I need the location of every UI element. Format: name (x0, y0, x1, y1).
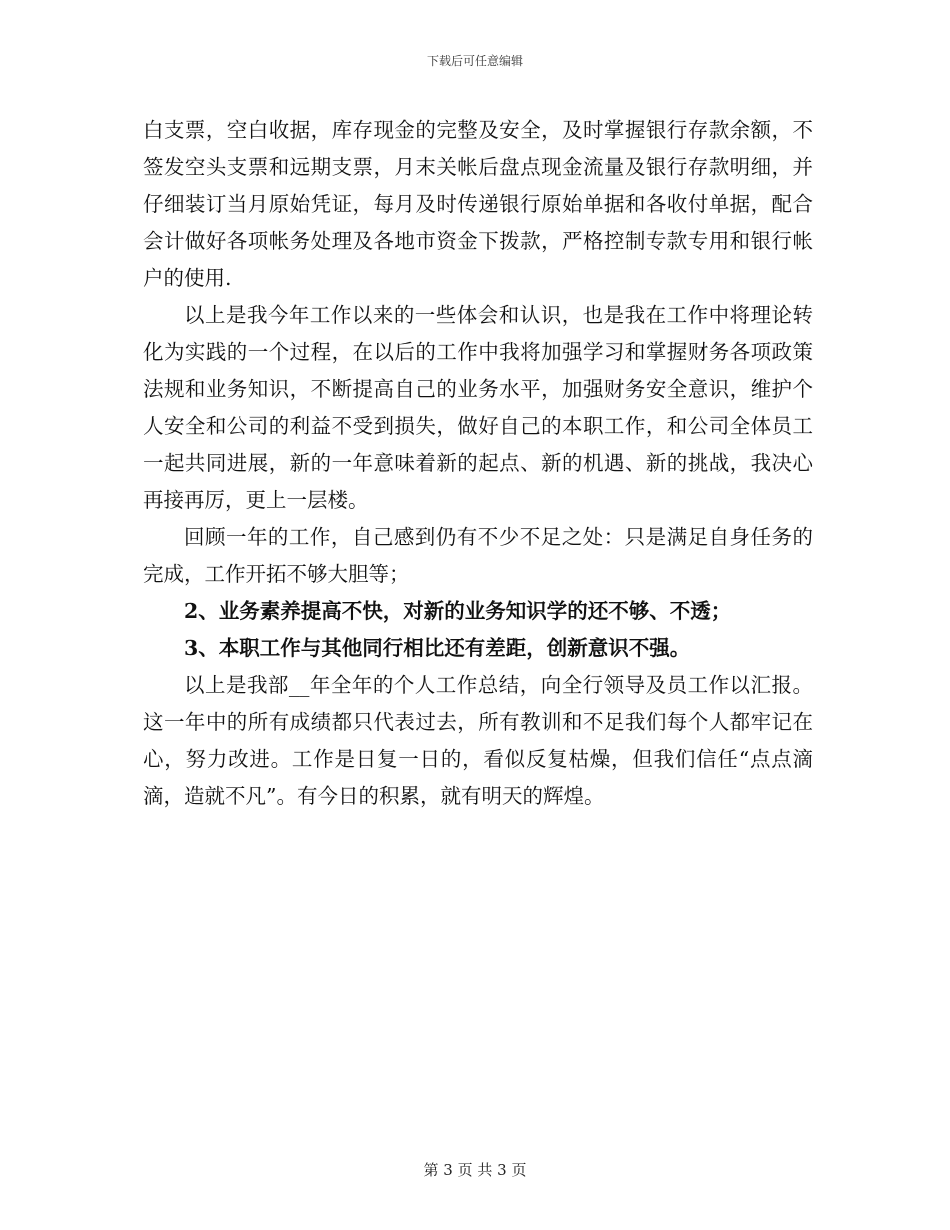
paragraph-continued: 白支票，空白收据，库存现金的完整及安全，及时掌握银行存款余额，不签发空头支票和远期支票，月末关帐后盘点现金流量及银行存款明细，并仔细装订当月原始凭证，每月及时传递银行原始单据和各收付单据，配合会计做好各项帐务处理及各地市资金下拨款，严格控制专款专用和银行帐户的使用. (143, 118, 813, 290)
page-number: 第 3 页 共 3 页 (423, 1161, 527, 1179)
paragraph-experience: 以上是我今年工作以来的一些体会和认识，也是我在工作中将理论转化为实践的一个过程，在以后的工作中我将加强学习和掌握财务各项政策法规和业务知识，不断提高自己的业务水平，加强财务安全意识，维护个人安全和公司的利益不受到损失，做好自己的本职工作，和公司全体员工一起共同进展，新的一年意味着新的起点、新的机遇、新的挑战，我决心再接再厉，更上一层楼。 (143, 303, 813, 512)
paragraph-review: 回顾一年的工作，自己感到仍有不少不足之处：只是满足自身任务的完成，工作开拓不够大胆等； (143, 525, 813, 586)
paragraph-conclusion: 以上是我部__年全年的个人工作总结，向全行领导及员工作以汇报。这一年中的所有成绩都只代表过去，所有教训和不足我们每个人都牢记在心，努力改进。工作是日复一日的，看似反复枯燥，但我们信任“点点滴滴，造就不凡”。有今日的积累，就有明天的辉煌。 (143, 673, 813, 808)
paragraph-shortcoming-3: 3、本职工作与其他同行相比还有差距，创新意识不强。 (184, 636, 691, 660)
header-note: 下载后可任意编辑 (426, 54, 523, 68)
paragraph-shortcoming-2: 2、业务素养提高不快，对新的业务知识学的还不够、不透； (184, 599, 732, 623)
document-body (143, 112, 813, 815)
